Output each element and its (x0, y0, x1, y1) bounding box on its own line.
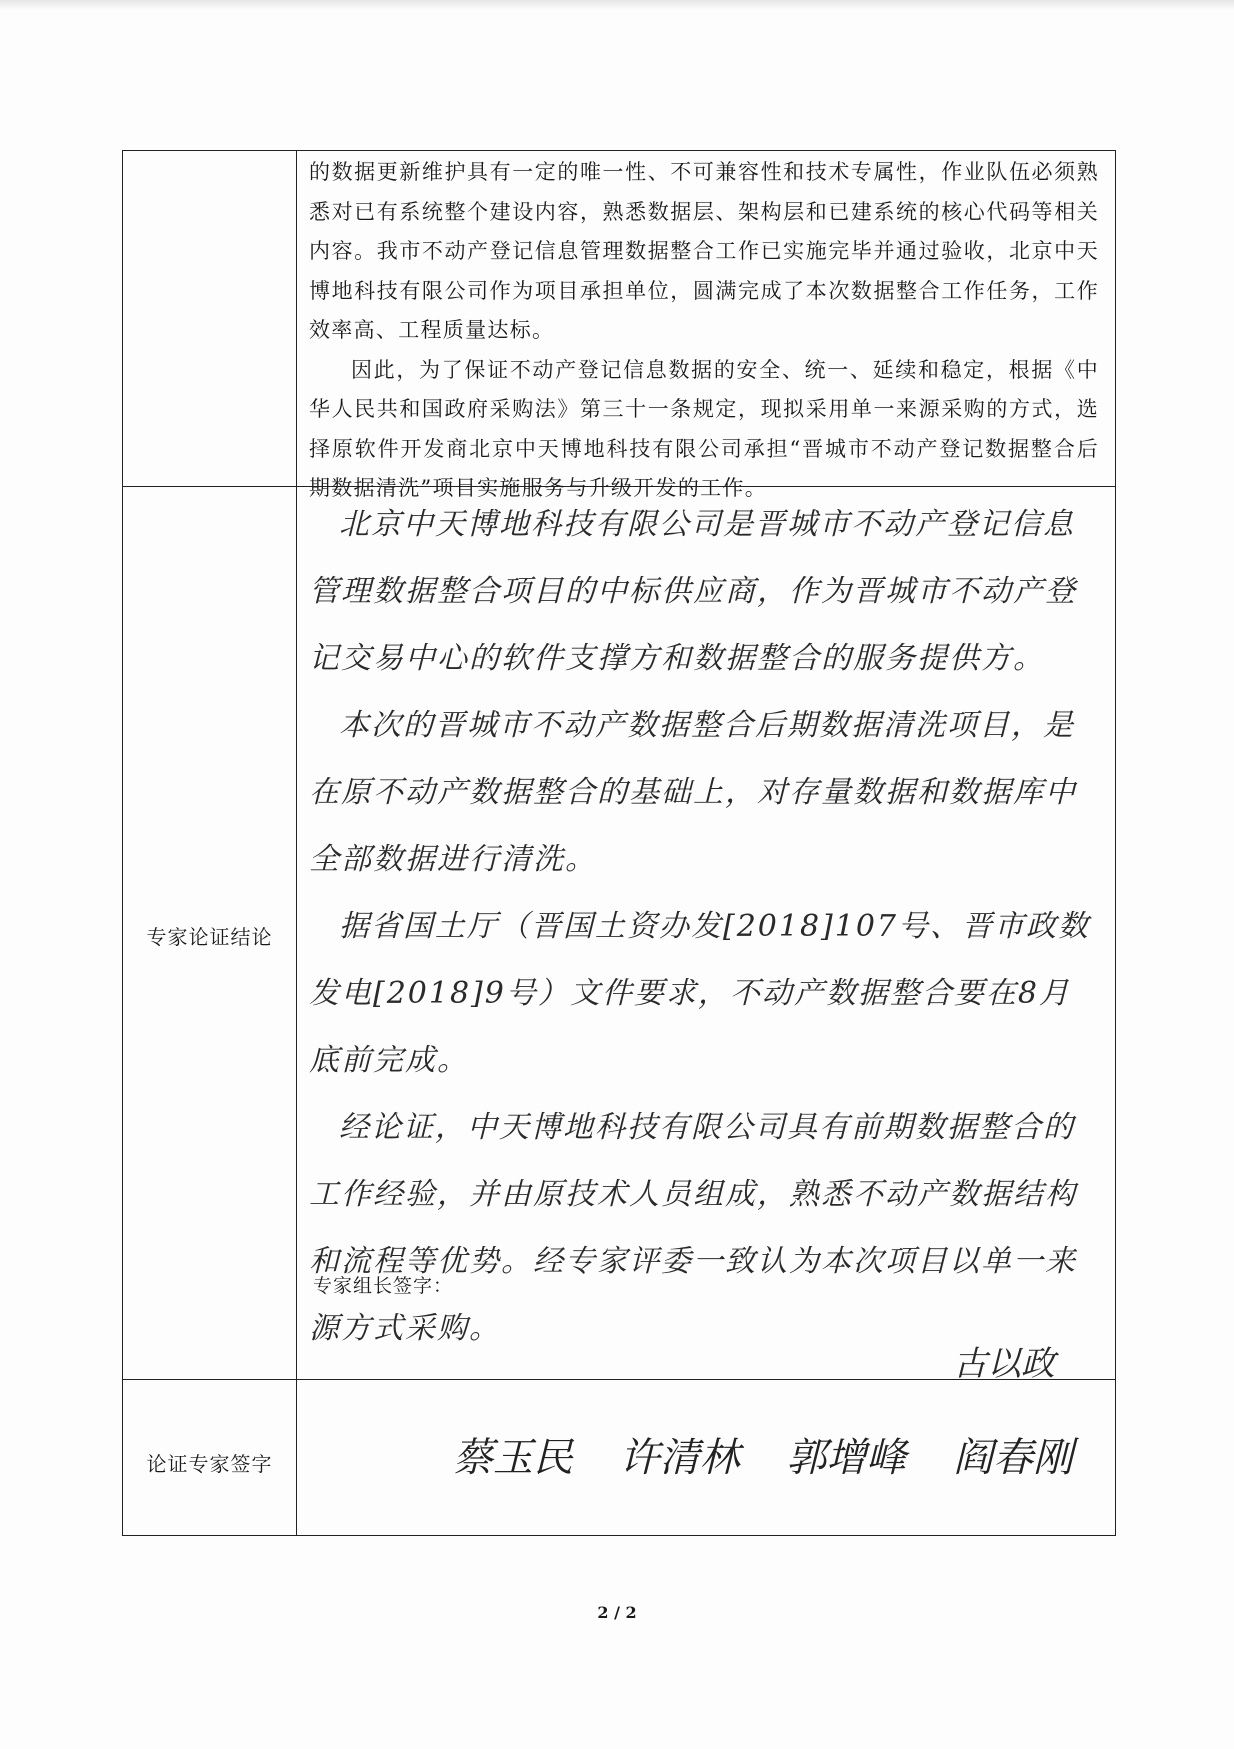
review-table (122, 150, 1116, 1536)
row-label-signatures: 论证专家签字 (146, 1452, 273, 1476)
conclusion-paragraph-2: 本次的晋城市不动产数据整合后期数据清洗项目，是在原不动产数据整合的基础上，对存量数据和数据库中全部数据进行清洗。 (309, 708, 1077, 877)
row-label-reason (123, 151, 296, 486)
expert-signature: 许清林 (619, 1435, 740, 1481)
conclusion-paragraph-3: 据省国土厅（晋国土资办发[2018]107号、晋市政数发电[2018]9号）文件要求，不动产数据整合要在8月底前完成。 (309, 909, 1091, 1078)
expert-signatures (453, 1426, 1073, 1483)
expert-signature: 阎春刚 (952, 1435, 1073, 1481)
conclusion-paragraph-1: 北京中天博地科技有限公司是晋城市不动产登记信息管理数据整合项目的中标供应商，作为晋城市不动产登记交易中心的软件支撑方和数据整合的服务提供方。 (309, 507, 1077, 676)
expert-signature: 蔡玉民 (453, 1435, 573, 1481)
conclusion-paragraph-4: 经论证，中天博地科技有限公司具有前期数据整合的工作经验，并由原技术人员组成，熟悉不动产数据结构和流程等优势。经专家评委一致认为本次项目以单一来源方式采购。 (309, 1110, 1077, 1346)
leader-signature-label: 专家组长签字： (313, 1275, 454, 1297)
conclusion-handwritten-text (309, 491, 1099, 1362)
page-number: 2 / 2 (597, 1603, 637, 1622)
reason-paragraph-1: 的数据更新维护具有一定的唯一性、不可兼容性和技术专属性，作业队伍必须熟悉对已有系统整个建设内容，熟悉数据层、架构层和已建系统的核心代码等相关内容。我市不动产登记信息管理数据整合工作已实施完毕并通过验收，北京中天博地科技有限公司作为项目承担单位，圆满完成了本次数据整合工作任务，工作效率高、工程质量达标。 (309, 160, 1099, 342)
expert-signature: 郭增峰 (786, 1435, 907, 1481)
column-divider (296, 151, 297, 1535)
scan-edge (0, 0, 1234, 10)
reason-text (309, 153, 1099, 509)
row-label-conclusion: 专家论证结论 (146, 925, 273, 949)
reason-paragraph-2: 因此，为了保证不动产登记信息数据的安全、统一、延续和稳定，根据《中华人民共和国政府采购法》第三十一条规定，现拟采用单一来源采购的方式，选择原软件开发商北京中天博地科技有限公司承担“晋城市不动产登记数据整合后期数据清洗”项目实施服务与升级开发的工作。 (309, 357, 1099, 500)
leader-signature: 古以政 (953, 1344, 1055, 1384)
